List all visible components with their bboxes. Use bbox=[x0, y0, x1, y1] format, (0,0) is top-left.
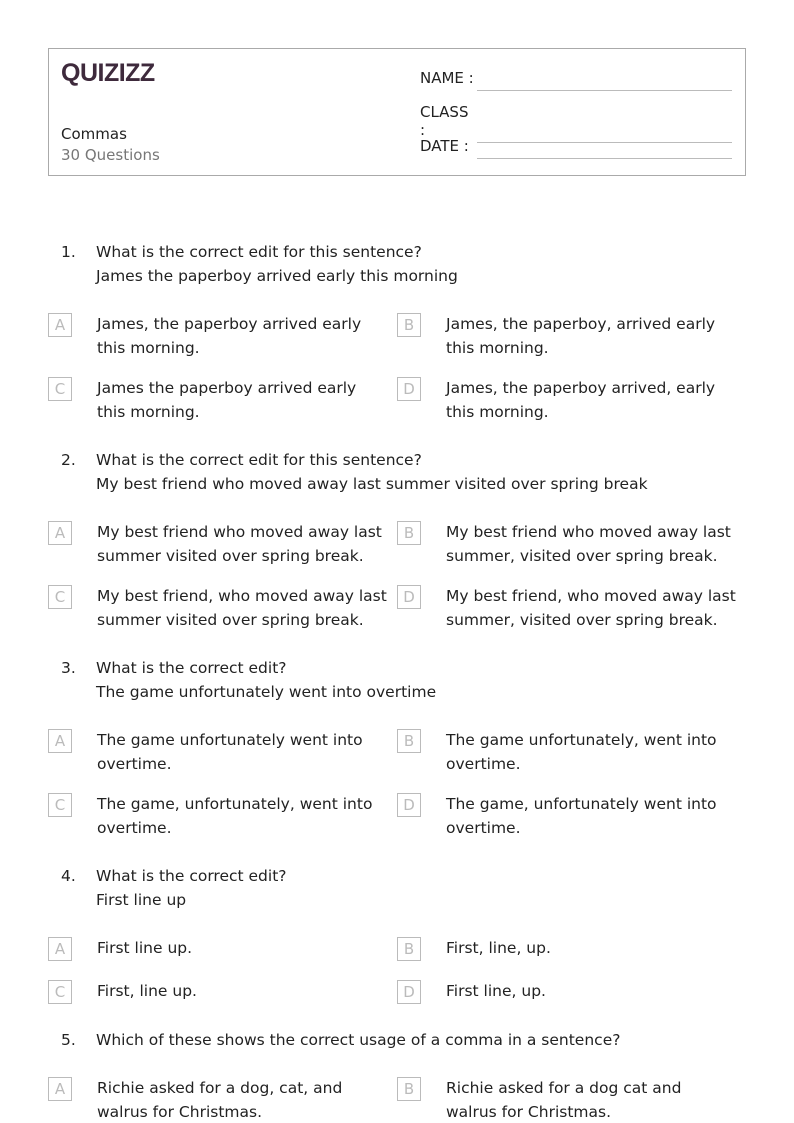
question-header bbox=[48, 448, 748, 496]
option-text: James, the paperboy arrived, early this morning. bbox=[446, 379, 716, 421]
option-letter-badge[interactable]: D bbox=[397, 793, 421, 817]
option-text: First, line, up. bbox=[446, 939, 551, 957]
option-text: My best friend, who moved away last summer visited over spring break. bbox=[97, 587, 387, 629]
question-text bbox=[96, 448, 748, 496]
option-letter-badge[interactable]: B bbox=[397, 729, 421, 753]
question-prompt: What is the correct edit for this sentence? bbox=[96, 243, 422, 261]
question-sentence: First line up bbox=[96, 891, 187, 909]
option-text: My best friend who moved away last summer, visited over spring break. bbox=[446, 523, 731, 565]
option-d[interactable] bbox=[397, 584, 746, 632]
answer-options bbox=[48, 728, 748, 840]
option-letter-badge[interactable]: A bbox=[48, 313, 72, 337]
option-text: The game unfortunately, went into overtime. bbox=[446, 731, 717, 773]
class-label: CLASS : bbox=[420, 103, 469, 139]
question-prompt: Which of these shows the correct usage of a comma in a sentence? bbox=[96, 1031, 621, 1049]
option-a[interactable] bbox=[48, 312, 397, 360]
option-a[interactable] bbox=[48, 936, 397, 961]
option-letter-badge[interactable]: D bbox=[397, 585, 421, 609]
option-c[interactable] bbox=[48, 584, 397, 632]
question-list bbox=[48, 240, 748, 1123]
option-b[interactable] bbox=[397, 936, 746, 961]
option-c[interactable] bbox=[48, 376, 397, 424]
date-line[interactable] bbox=[477, 158, 732, 159]
question-1 bbox=[48, 240, 748, 424]
option-a[interactable] bbox=[48, 728, 397, 776]
question-header bbox=[48, 864, 748, 912]
option-letter-badge[interactable]: D bbox=[397, 980, 421, 1004]
option-c[interactable] bbox=[48, 979, 397, 1004]
quizizz-logo: QUIZIZZ bbox=[61, 59, 155, 87]
option-a[interactable] bbox=[48, 520, 397, 568]
question-prompt: What is the correct edit? bbox=[96, 659, 287, 677]
option-text: My best friend who moved away last summer visited over spring break. bbox=[97, 523, 382, 565]
option-text: My best friend, who moved away last summer, visited over spring break. bbox=[446, 587, 736, 629]
answer-options bbox=[48, 312, 748, 424]
option-text: The game unfortunately went into overtime. bbox=[97, 731, 363, 773]
option-letter-badge[interactable]: C bbox=[48, 793, 72, 817]
question-4 bbox=[48, 864, 748, 1004]
option-d[interactable] bbox=[397, 792, 746, 840]
option-letter-badge[interactable]: B bbox=[397, 1077, 421, 1101]
option-letter-badge[interactable]: A bbox=[48, 1077, 72, 1101]
worksheet-title: Commas bbox=[61, 125, 127, 143]
question-header bbox=[48, 240, 748, 288]
question-number: 1. bbox=[61, 243, 76, 261]
option-d[interactable] bbox=[397, 376, 746, 424]
option-b[interactable] bbox=[397, 728, 746, 776]
option-text: First, line up. bbox=[97, 982, 197, 1000]
answer-options bbox=[48, 1076, 748, 1123]
option-letter-badge[interactable]: A bbox=[48, 729, 72, 753]
question-prompt: What is the correct edit for this sentence? bbox=[96, 451, 422, 469]
option-text: Richie asked for a dog cat and walrus for Christmas. bbox=[446, 1079, 682, 1121]
option-letter-badge[interactable]: B bbox=[397, 521, 421, 545]
option-text: The game, unfortunately, went into overtime. bbox=[97, 795, 373, 837]
question-header bbox=[48, 1028, 748, 1052]
class-field[interactable] bbox=[420, 103, 478, 139]
option-letter-badge[interactable]: A bbox=[48, 937, 72, 961]
question-3 bbox=[48, 656, 748, 840]
question-text bbox=[96, 864, 748, 912]
option-letter-badge[interactable]: C bbox=[48, 377, 72, 401]
question-5 bbox=[48, 1028, 748, 1123]
date-label: DATE : bbox=[420, 137, 469, 155]
name-label: NAME : bbox=[420, 69, 474, 87]
date-field[interactable] bbox=[420, 137, 478, 155]
question-sentence: My best friend who moved away last summer visited over spring break bbox=[96, 475, 648, 493]
option-b[interactable] bbox=[397, 1076, 746, 1123]
question-number: 3. bbox=[61, 659, 76, 677]
option-text: First line, up. bbox=[446, 982, 546, 1000]
question-text bbox=[96, 656, 748, 704]
question-2 bbox=[48, 448, 748, 632]
option-d[interactable] bbox=[397, 979, 746, 1004]
question-header bbox=[48, 656, 748, 704]
question-number: 4. bbox=[61, 867, 76, 885]
question-number: 5. bbox=[61, 1031, 76, 1049]
worksheet-header bbox=[48, 48, 746, 176]
option-letter-badge[interactable]: B bbox=[397, 937, 421, 961]
option-text: The game, unfortunately went into overtime. bbox=[446, 795, 717, 837]
option-text: Richie asked for a dog, cat, and walrus for Christmas. bbox=[97, 1079, 343, 1121]
question-text bbox=[96, 1028, 748, 1052]
option-text: First line up. bbox=[97, 939, 193, 957]
question-prompt: What is the correct edit? bbox=[96, 867, 287, 885]
option-b[interactable] bbox=[397, 312, 746, 360]
class-line[interactable] bbox=[477, 142, 732, 143]
option-letter-badge[interactable]: C bbox=[48, 585, 72, 609]
option-b[interactable] bbox=[397, 520, 746, 568]
question-number: 2. bbox=[61, 451, 76, 469]
option-a[interactable] bbox=[48, 1076, 397, 1123]
option-letter-badge[interactable]: D bbox=[397, 377, 421, 401]
question-sentence: The game unfortunately went into overtime bbox=[96, 683, 437, 701]
option-letter-badge[interactable]: A bbox=[48, 521, 72, 545]
name-line[interactable] bbox=[477, 90, 732, 91]
option-text: James the paperboy arrived early this morning. bbox=[97, 379, 357, 421]
option-letter-badge[interactable]: B bbox=[397, 313, 421, 337]
answer-options bbox=[48, 520, 748, 632]
answer-options bbox=[48, 936, 748, 1004]
question-text bbox=[96, 240, 748, 288]
question-count: 30 Questions bbox=[61, 146, 160, 164]
option-text: James, the paperboy arrived early this morning. bbox=[97, 315, 362, 357]
question-sentence: James the paperboy arrived early this morning bbox=[96, 267, 458, 285]
option-text: James, the paperboy, arrived early this morning. bbox=[446, 315, 716, 357]
name-field[interactable] bbox=[420, 69, 478, 87]
option-c[interactable] bbox=[48, 792, 397, 840]
option-letter-badge[interactable]: C bbox=[48, 980, 72, 1004]
